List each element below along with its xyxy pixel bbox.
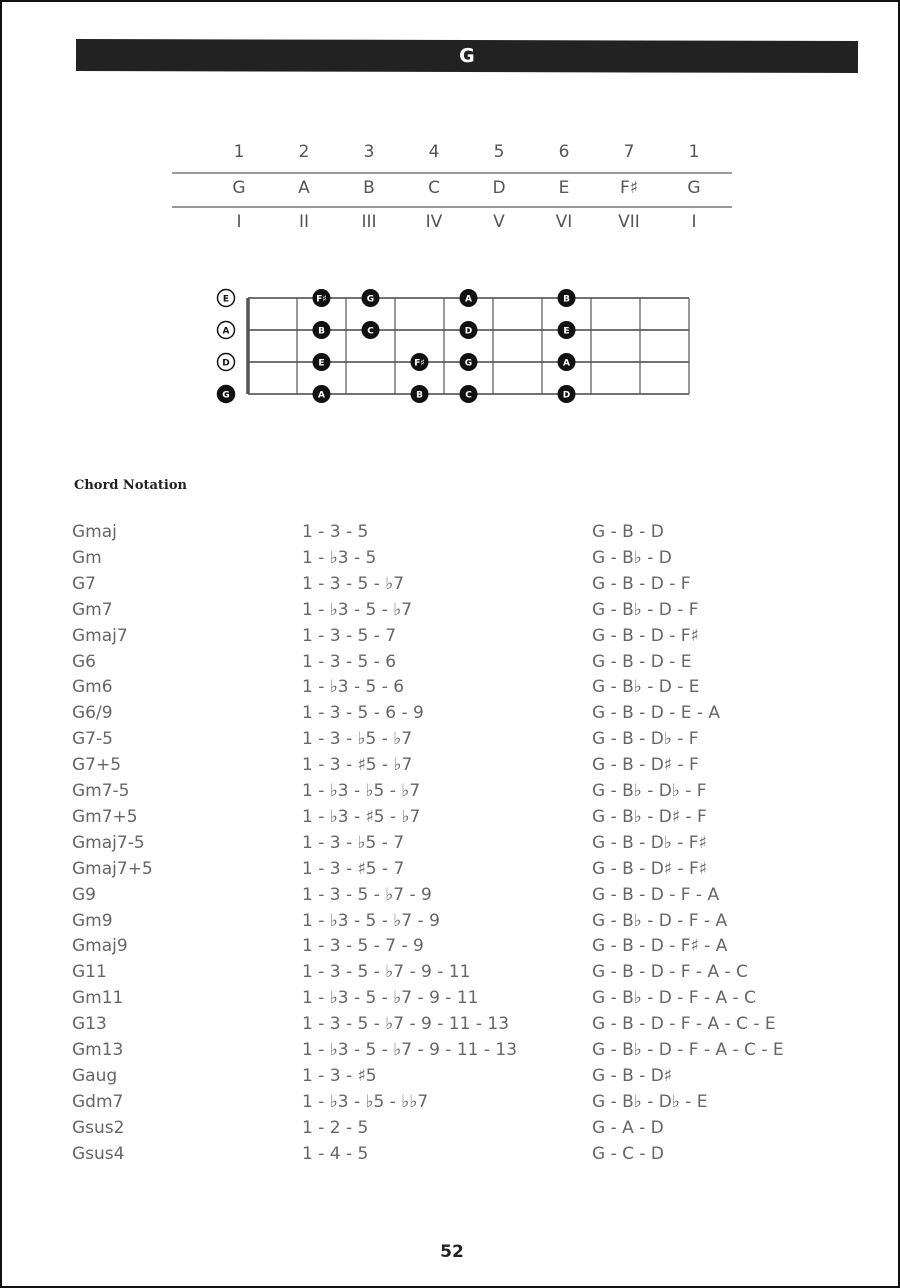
chord-row [2,755,900,781]
chord-name: Gsus2 [72,1117,125,1138]
chord-formula: 1 - 3 - ♭5 - ♭7 [302,729,413,750]
fret-marker-note: F♯ [316,294,327,305]
chord-formula: 1 - ♭3 - 5 - ♭7 - 9 - 11 - 13 [302,1040,518,1060]
chord-notes: G - B - D♭ - F [592,729,699,750]
chord-formula: 1 - 3 - 5 - 7 - 9 [302,936,424,957]
fret-marker-note: D [464,326,473,337]
chord-notes: G - B - D - F - A - C [592,962,748,983]
chord-formula: 1 - 3 - 5 - 6 [302,651,397,672]
chord-formula: 1 - 3 - 5 - ♭7 - 9 [302,884,432,905]
chord-name: Gm6 [72,677,113,698]
chord-notes: G - B♭ - D - E [592,677,700,698]
scale-note: C [428,178,440,198]
chord-formula: 1 - 3 - ♯5 [302,1065,377,1086]
key-header-bar [76,39,858,73]
chord-row [2,1066,900,1092]
chord-row [2,548,900,574]
fret-marker-note: C [367,326,374,337]
scale-numeral: I [691,212,697,232]
chord-row [2,1144,900,1170]
fret-marker-note: D [562,390,571,401]
chord-formula: 1 - ♭3 - ♭5 - ♭♭7 [302,1091,429,1112]
scale-degree: 4 [428,142,440,162]
chord-name: Gmaj7-5 [72,832,145,853]
key-title: G [459,44,475,68]
scale-note: G [687,178,701,198]
chord-name: Gmaj9 [72,936,128,957]
chord-row [2,677,900,703]
scale-numeral: V [493,212,505,232]
chord-name: Gmaj7 [72,625,128,646]
chord-name: Gm11 [72,988,124,1009]
chord-formula: 1 - 3 - ♯5 - 7 [302,858,405,879]
chord-notes: G - B♭ - D - F - A - C [592,988,756,1009]
chord-row [2,522,900,548]
chord-formula: 1 - ♭3 - ♯5 - ♭7 [302,806,421,827]
chord-notation-title: Chord Notation [74,478,187,493]
chord-row [2,962,900,988]
fretboard-diagram [202,282,702,412]
chord-row [2,703,900,729]
fret-marker-note: G [366,294,375,305]
fret-marker-note: A [563,358,570,369]
chord-row [2,988,900,1014]
chord-notes: G - B - D [592,522,664,542]
chord-formula: 1 - 3 - 5 - ♭7 [302,573,405,594]
scale-degree: 5 [493,142,505,162]
chord-name: Gmaj [72,522,117,542]
chord-name: G7 [72,573,96,594]
chord-formula: 1 - 3 - 5 - ♭7 - 9 - 11 [302,962,471,983]
chord-row [2,807,900,833]
chord-notes: G - B - D - F♯ - A [592,936,728,957]
chord-notes: G - B♭ - D - F - A - C - E [592,1040,784,1060]
chord-row [2,936,900,962]
string-label: D [222,358,230,369]
chord-row [2,1118,900,1144]
chord-name: G7-5 [72,729,113,750]
chord-row [2,1040,900,1066]
chord-name: G6/9 [72,703,113,724]
chord-formula: 1 - ♭3 - ♭5 - ♭7 [302,781,421,801]
fret-marker-note: A [465,294,472,305]
scale-note: A [298,178,310,198]
fret-marker-note: C [465,390,472,401]
chord-formula: 1 - 3 - 5 [302,522,369,542]
scale-notes-row [172,178,732,206]
chord-name: Gm7-5 [72,781,130,801]
chord-row [2,833,900,859]
scale-numeral: IV [425,212,443,232]
fret-marker-note: A [318,390,325,401]
chord-formula: 1 - 4 - 5 [302,1143,369,1164]
chord-notes: G - B - D♯ [592,1065,673,1086]
chord-notes: G - B♭ - D♭ - E [592,1091,708,1112]
fret-marker-note: B [416,390,423,401]
chord-formula: 1 - ♭3 - 5 - 6 [302,677,405,698]
scale-note: B [363,178,375,198]
chord-notes: G - C - D [592,1143,665,1164]
chord-row [2,1014,900,1040]
chord-name: Gm9 [72,910,113,931]
chord-notes: G - B - D - F - A [592,884,720,905]
chord-formula: 1 - 3 - ♯5 - ♭7 [302,755,413,776]
scale-numeral: VII [618,212,640,232]
chord-row [2,626,900,652]
chord-name: Gm13 [72,1040,124,1060]
chord-name: G13 [72,1014,107,1035]
string-label: G [222,390,230,401]
chord-notes: G - B♭ - D [592,547,672,568]
scale-degree: 3 [363,142,375,162]
string-label: A [222,326,230,337]
chord-row [2,1092,900,1118]
chord-row [2,859,900,885]
chord-formula: 1 - 2 - 5 [302,1117,369,1138]
chord-notes: G - B - D - F [592,573,691,594]
chord-name: Gdm7 [72,1091,124,1112]
scale-numeral: VI [555,212,573,232]
scale-note: G [232,178,246,198]
fret-marker-note: E [563,326,570,337]
chord-notes: G - A - D [592,1117,664,1138]
fret-marker-note: F♯ [414,358,425,369]
fret-marker-note: G [464,358,473,369]
chord-formula: 1 - 3 - 5 - 6 - 9 [302,703,424,724]
chord-notes: G - B - D♭ - F♯ [592,832,707,853]
scale-note: D [492,178,506,198]
chord-row [2,652,900,678]
chord-notes: G - B - D♯ - F [592,755,699,776]
fret-marker-note: B [318,326,325,337]
scale-numeral: III [361,212,377,232]
string-label: E [222,294,230,305]
scale-note: E [558,178,570,198]
chord-notes: G - B - D - E [592,651,692,672]
chord-name: G9 [72,884,96,905]
scale-degree: 1 [233,142,245,162]
chord-formula: 1 - 3 - 5 - 7 [302,625,397,646]
chord-notes: G - B - D♯ - F♯ [592,858,707,879]
chord-name: Gaug [72,1065,118,1086]
chord-name: Gm [72,547,102,568]
chord-name: Gm7+5 [72,806,138,827]
scale-degree: 6 [558,142,570,162]
chord-row [2,911,900,937]
scale-divider-top [172,172,732,174]
scale-note: F♯ [619,178,638,198]
chord-notes: G - B - D - F♯ [592,625,699,646]
chord-name: G7+5 [72,755,122,776]
scale-numerals-row [172,212,732,240]
chord-formula: 1 - 3 - ♭5 - 7 [302,832,405,853]
chord-row [2,729,900,755]
chord-notes: G - B - D - F - A - C - E [592,1014,776,1035]
fret-marker-note: B [563,294,570,305]
scale-degree: 2 [298,142,310,162]
scale-degree: 7 [623,142,635,162]
chord-formula: 1 - ♭3 - 5 [302,547,377,568]
chord-row [2,781,900,807]
page-number: 52 [440,1242,464,1262]
chord-notes: G - B♭ - D - F - A [592,910,728,931]
chord-row [2,574,900,600]
chord-notes: G - B♭ - D♭ - F [592,781,707,801]
chord-name: Gmaj7+5 [72,858,153,879]
scale-numeral: I [236,212,242,232]
chord-name: Gm7 [72,599,113,620]
chord-row [2,600,900,626]
scale-degree: 1 [688,142,700,162]
chord-formula: 1 - ♭3 - 5 - ♭7 [302,599,413,620]
chord-row [2,885,900,911]
scale-divider-bottom [172,206,732,208]
chord-notes: G - B♭ - D♯ - F [592,806,707,827]
chord-formula: 1 - 3 - 5 - ♭7 - 9 - 11 - 13 [302,1014,510,1035]
chord-name: G11 [72,962,107,983]
fret-marker-note: E [318,358,325,369]
chord-name: G6 [72,651,96,672]
chord-formula: 1 - ♭3 - 5 - ♭7 - 9 [302,910,440,931]
scale-numeral: II [298,212,310,232]
chord-name: Gsus4 [72,1143,125,1164]
scale-degrees-row [172,142,732,170]
chord-notes: G - B♭ - D - F [592,599,699,620]
chord-formula: 1 - ♭3 - 5 - ♭7 - 9 - 11 [302,988,479,1009]
chord-notes: G - B - D - E - A [592,703,721,724]
